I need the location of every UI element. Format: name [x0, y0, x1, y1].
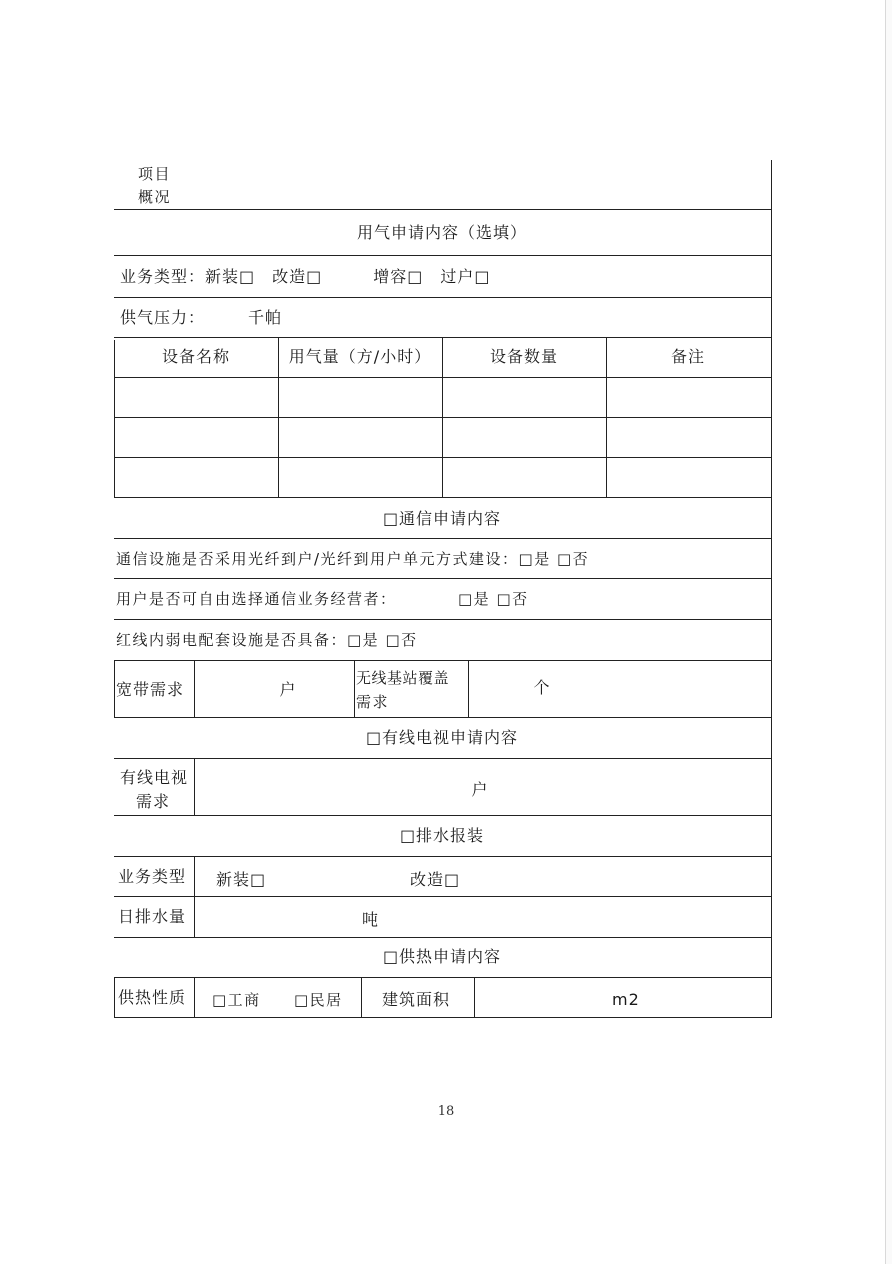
telecom-section-title: □通信申请内容	[382, 509, 502, 528]
col-header-remarks: 备注	[670, 347, 706, 366]
col-divider	[194, 660, 195, 717]
row-divider	[114, 896, 771, 897]
drainage-section-title: □排水报装	[399, 826, 485, 845]
col-divider	[194, 758, 195, 815]
col-divider	[354, 660, 355, 717]
catv-section-title: □有线电视申请内容	[365, 728, 519, 747]
heating-area-unit: m2	[612, 990, 640, 1009]
catv-label-line2: 需求	[136, 792, 171, 811]
row-divider	[114, 758, 771, 759]
project-label-line2: 概况	[138, 188, 172, 206]
gas-pressure-label: 供气压力：	[120, 308, 206, 327]
row-divider	[114, 937, 771, 938]
telecom-operator-question: 用户是否可自由选择通信业务经营者：	[116, 590, 397, 608]
wireless-label-line1: 无线基站覆盖	[356, 669, 450, 687]
row-divider	[114, 578, 771, 579]
col-divider	[606, 337, 607, 497]
heating-section-title: □供热申请内容	[382, 947, 502, 966]
row-divider	[114, 977, 771, 978]
form-left-border	[114, 977, 115, 1018]
col-header-gas-volume: 用气量（方/小时）	[288, 347, 432, 366]
drainage-daily-label: 日排水量	[118, 907, 187, 926]
gas-pressure-unit: 千帕	[248, 308, 283, 327]
gas-section-title: 用气申请内容（选填）	[356, 223, 528, 242]
telecom-operator-options: □是 □否	[458, 590, 529, 608]
col-divider	[361, 977, 362, 1017]
broadband-label: 宽带需求	[116, 680, 185, 699]
row-divider	[114, 815, 771, 816]
col-divider	[442, 337, 443, 497]
wireless-label-line2: 需求	[356, 693, 390, 711]
col-header-equipment-name: 设备名称	[161, 347, 231, 366]
col-divider	[278, 337, 279, 497]
row-divider	[114, 497, 771, 498]
form-right-border	[771, 160, 772, 1018]
drainage-rebuild-option: 改造□	[410, 870, 461, 889]
catv-unit: 户	[471, 780, 489, 799]
col-divider	[468, 660, 469, 717]
row-divider	[114, 619, 771, 620]
col-divider	[474, 977, 475, 1017]
form-left-border	[114, 660, 115, 718]
telecom-fiber-question: 通信设施是否采用光纤到户/光纤到用户单元方式建设：□是 □否	[116, 550, 590, 568]
project-label-line1: 项目	[138, 165, 172, 183]
page-number: 18	[437, 1104, 455, 1119]
heating-area-label: 建筑面积	[382, 990, 451, 1009]
row-divider	[114, 717, 771, 718]
col-divider	[194, 977, 195, 1017]
drainage-type-label: 业务类型	[118, 867, 187, 886]
col-divider	[194, 856, 195, 937]
col-header-equipment-count: 设备数量	[489, 347, 559, 366]
row-divider	[114, 209, 771, 210]
heating-commercial-option: □工商	[212, 991, 261, 1009]
catv-label-line1: 有线电视	[120, 768, 189, 787]
row-divider	[114, 297, 771, 298]
row-divider	[114, 538, 771, 539]
form-left-border	[114, 340, 115, 497]
row-divider	[114, 1017, 771, 1018]
heating-residential-option: □民居	[294, 991, 343, 1009]
heating-nature-label: 供热性质	[118, 988, 187, 1007]
gas-business-type: 业务类型：新装□ 改造□ 增容□ 过户□	[120, 267, 491, 286]
row-divider	[114, 856, 771, 857]
broadband-unit: 户	[279, 680, 297, 699]
drainage-daily-unit: 吨	[362, 910, 380, 929]
row-divider	[114, 255, 771, 256]
row-divider	[114, 660, 771, 661]
drainage-new-option: 新装□	[216, 870, 267, 889]
wireless-unit: 个	[533, 678, 551, 697]
telecom-weak-current-question: 红线内弱电配套设施是否具备：□是 □否	[116, 631, 418, 649]
page-edge	[885, 0, 892, 1264]
application-form	[114, 160, 771, 1018]
